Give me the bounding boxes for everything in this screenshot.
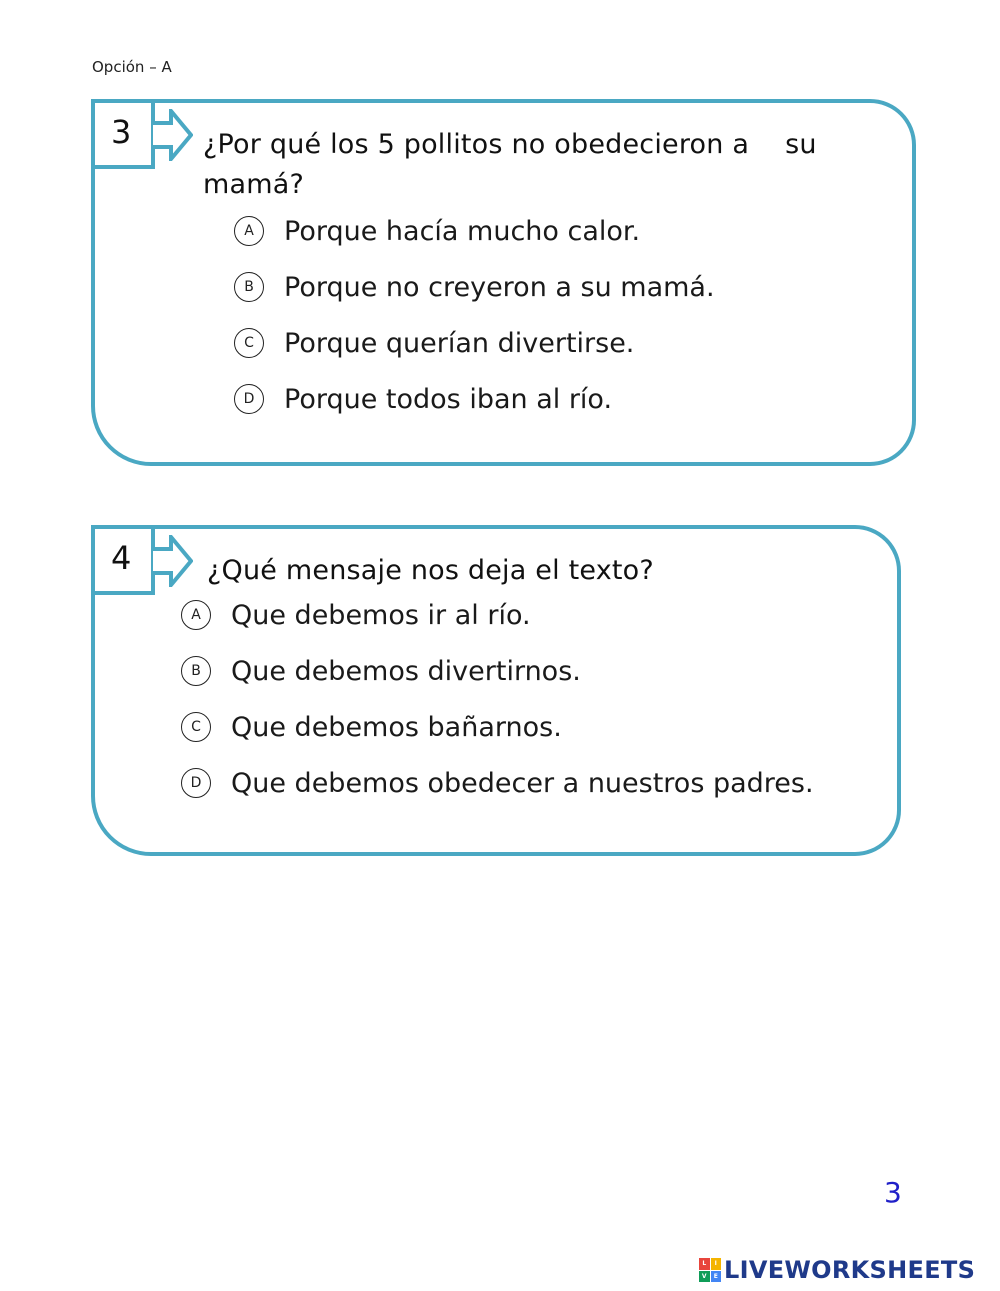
liveworksheets-logo-icon [699, 1258, 721, 1282]
q4-option-c-text: Que debemos bañarnos. [231, 711, 562, 743]
q4-option-c-circle[interactable]: C [181, 712, 211, 742]
q4-option-a-circle[interactable]: A [181, 600, 211, 630]
question-card-4 [91, 525, 901, 856]
q4-option-b[interactable] [181, 651, 581, 691]
question-text-3-part3: mamá? [203, 169, 305, 200]
arrow-right-icon [153, 109, 193, 161]
question-text-4: ¿Qué mensaje nos deja el texto? [207, 555, 654, 586]
q4-option-d-circle[interactable]: D [181, 768, 211, 798]
question-number-4: 4 [91, 525, 155, 595]
q3-option-a-circle[interactable]: A [234, 216, 264, 246]
q3-option-c-text: Porque querían divertirse. [284, 327, 635, 359]
q3-option-b[interactable] [234, 267, 715, 307]
q4-option-d[interactable] [181, 763, 814, 803]
q3-option-a[interactable] [234, 211, 640, 251]
q3-option-b-circle[interactable]: B [234, 272, 264, 302]
q4-option-d-text: Que debemos obedecer a nuestros padres. [231, 767, 814, 799]
question-text-3-part1: ¿Por qué los 5 pollitos no obedecieron a [203, 129, 750, 160]
q3-option-b-text: Porque no creyeron a su mamá. [284, 271, 715, 303]
option-label: Opción – A [92, 58, 172, 76]
page-number: 3 [884, 1176, 902, 1209]
q4-option-c[interactable] [181, 707, 562, 747]
logo-letter-v: V [699, 1271, 710, 1283]
q4-option-b-text: Que debemos divertirnos. [231, 655, 581, 687]
q3-option-d-circle[interactable]: D [234, 384, 264, 414]
brand-text: LIVEWORKSHEETS [724, 1256, 976, 1284]
arrow-right-icon [153, 535, 193, 587]
q3-option-c-circle[interactable]: C [234, 328, 264, 358]
q3-option-d-text: Porque todos iban al río. [284, 383, 613, 415]
question-text-3-part2: su [785, 129, 817, 160]
question-number-3: 3 [91, 99, 155, 169]
q3-option-d[interactable] [234, 379, 612, 419]
q3-option-a-text: Porque hacía mucho calor. [284, 215, 641, 247]
q4-option-a[interactable] [181, 595, 531, 635]
q4-option-b-circle[interactable]: B [181, 656, 211, 686]
question-text-3 [203, 125, 893, 205]
q4-option-a-text: Que debemos ir al río. [231, 599, 531, 631]
question-card-3 [91, 99, 916, 466]
q3-option-c[interactable] [234, 323, 634, 363]
logo-letter-i: I [711, 1258, 722, 1270]
liveworksheets-brand[interactable] [699, 1256, 975, 1284]
logo-letter-l: L [699, 1258, 710, 1270]
logo-letter-e: E [711, 1271, 722, 1283]
